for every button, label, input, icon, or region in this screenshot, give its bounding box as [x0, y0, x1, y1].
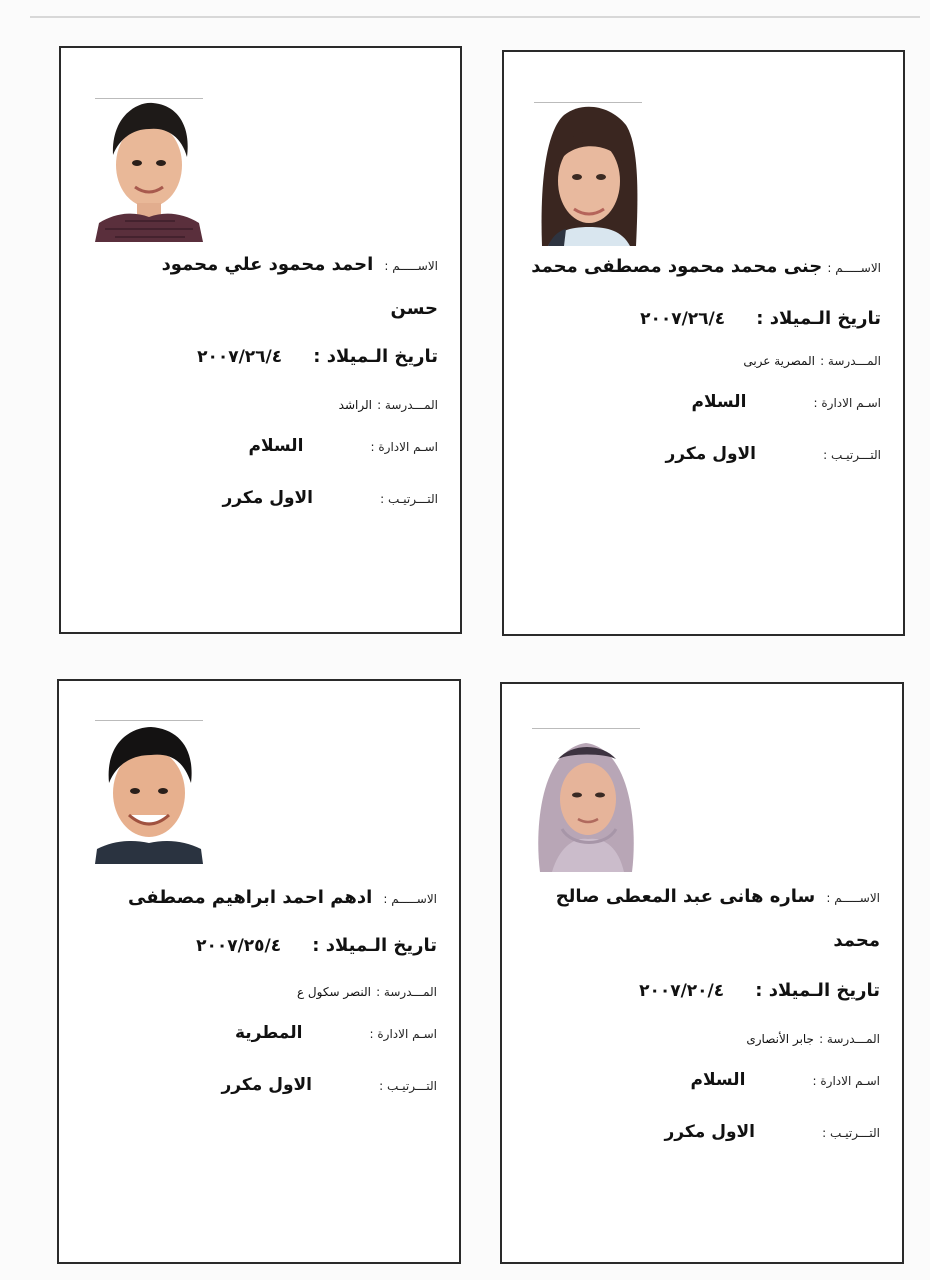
name-row-2b	[73, 298, 438, 319]
dob-label: تاريخ الـميلاد :	[756, 308, 881, 329]
school-label: المـــدرسة :	[376, 985, 437, 999]
dob-label: تاريخ الـميلاد :	[313, 346, 438, 367]
dob-value: ٢٠٠٧/٢٦/٤	[197, 347, 283, 367]
rank-row-1	[516, 444, 881, 464]
admin-label: اسـم الادارة :	[812, 1074, 880, 1088]
student-name-continued: حسن	[390, 298, 438, 319]
student-card-2	[59, 46, 462, 634]
rank-label: التـــرتيـب :	[823, 448, 881, 462]
school-label: المـــدرسة :	[377, 398, 438, 412]
school-value: الراشد	[338, 398, 372, 412]
name-label: الاســـــم :	[383, 892, 437, 906]
rank-row-2	[73, 488, 438, 508]
name-row-4	[71, 887, 437, 908]
school-label: المـــدرسة :	[820, 354, 881, 368]
name-label: الاســـــم :	[384, 259, 438, 273]
rank-value: الاول مكرر	[222, 488, 313, 508]
rank-value: الاول مكرر	[665, 444, 756, 464]
student-name: ادهم احمد ابراهيم مصطفى	[128, 887, 373, 908]
school-row-4	[71, 981, 437, 1000]
student-card-1	[502, 50, 905, 636]
rank-row-4	[71, 1075, 437, 1095]
school-row-2	[73, 394, 438, 413]
name-label: الاســـــم :	[827, 261, 881, 275]
admin-value: السلام	[690, 1070, 746, 1090]
admin-label: اسـم الادارة :	[369, 1027, 437, 1041]
student-name: احمد محمود علي محمود	[161, 254, 374, 275]
boy-portrait-icon	[95, 720, 203, 864]
name-row-3	[514, 886, 880, 907]
admin-label: اسـم الادارة :	[813, 396, 881, 410]
name-row-2	[73, 254, 438, 275]
student-card-4	[57, 679, 461, 1264]
rank-label: التـــرتيـب :	[380, 492, 438, 506]
rank-row-3	[514, 1122, 880, 1142]
rank-label: التـــرتيـب :	[379, 1079, 437, 1093]
student-card-3	[500, 682, 904, 1264]
rank-label: التـــرتيـب :	[822, 1126, 880, 1140]
girl-portrait-icon	[534, 102, 642, 246]
student-name-continued: محمد	[833, 930, 880, 951]
dob-row-1	[516, 308, 881, 329]
admin-row-1	[516, 392, 881, 412]
school-value: المصرية عربى	[743, 354, 815, 368]
boy-portrait-icon	[95, 98, 203, 242]
name-row-1	[516, 256, 881, 277]
admin-label: اسـم الادارة :	[370, 440, 438, 454]
school-row-3	[514, 1028, 880, 1047]
school-value: جابر الأنصارى	[746, 1032, 814, 1046]
dob-row-2	[73, 346, 438, 367]
dob-value: ٢٠٠٧/٢٥/٤	[196, 936, 282, 956]
admin-row-4	[71, 1023, 437, 1043]
admin-value: السلام	[691, 392, 747, 412]
dob-value: ٢٠٠٧/٢٦/٤	[640, 309, 726, 329]
admin-value: السلام	[248, 436, 304, 456]
school-row-1	[516, 350, 881, 369]
dob-value: ٢٠٠٧/٢٠/٤	[639, 981, 725, 1001]
dob-row-4	[71, 935, 437, 956]
admin-value: المطرية	[234, 1023, 303, 1043]
page-top-rule	[30, 16, 920, 18]
school-label: المـــدرسة :	[819, 1032, 880, 1046]
name-row-3b	[514, 930, 880, 951]
student-name: جنى محمد محمود مصطفى محمد	[531, 256, 823, 277]
name-label: الاســـــم :	[826, 891, 880, 905]
rank-value: الاول مكرر	[664, 1122, 755, 1142]
admin-row-3	[514, 1070, 880, 1090]
student-name: ساره هانى عبد المعطى صالح	[555, 886, 816, 907]
dob-row-3	[514, 980, 880, 1001]
rank-value: الاول مكرر	[221, 1075, 312, 1095]
dob-label: تاريخ الـميلاد :	[312, 935, 437, 956]
admin-row-2	[73, 436, 438, 456]
hijab-girl-portrait-icon	[532, 728, 640, 872]
school-value: النصر سكول ع	[296, 985, 371, 999]
dob-label: تاريخ الـميلاد :	[755, 980, 880, 1001]
